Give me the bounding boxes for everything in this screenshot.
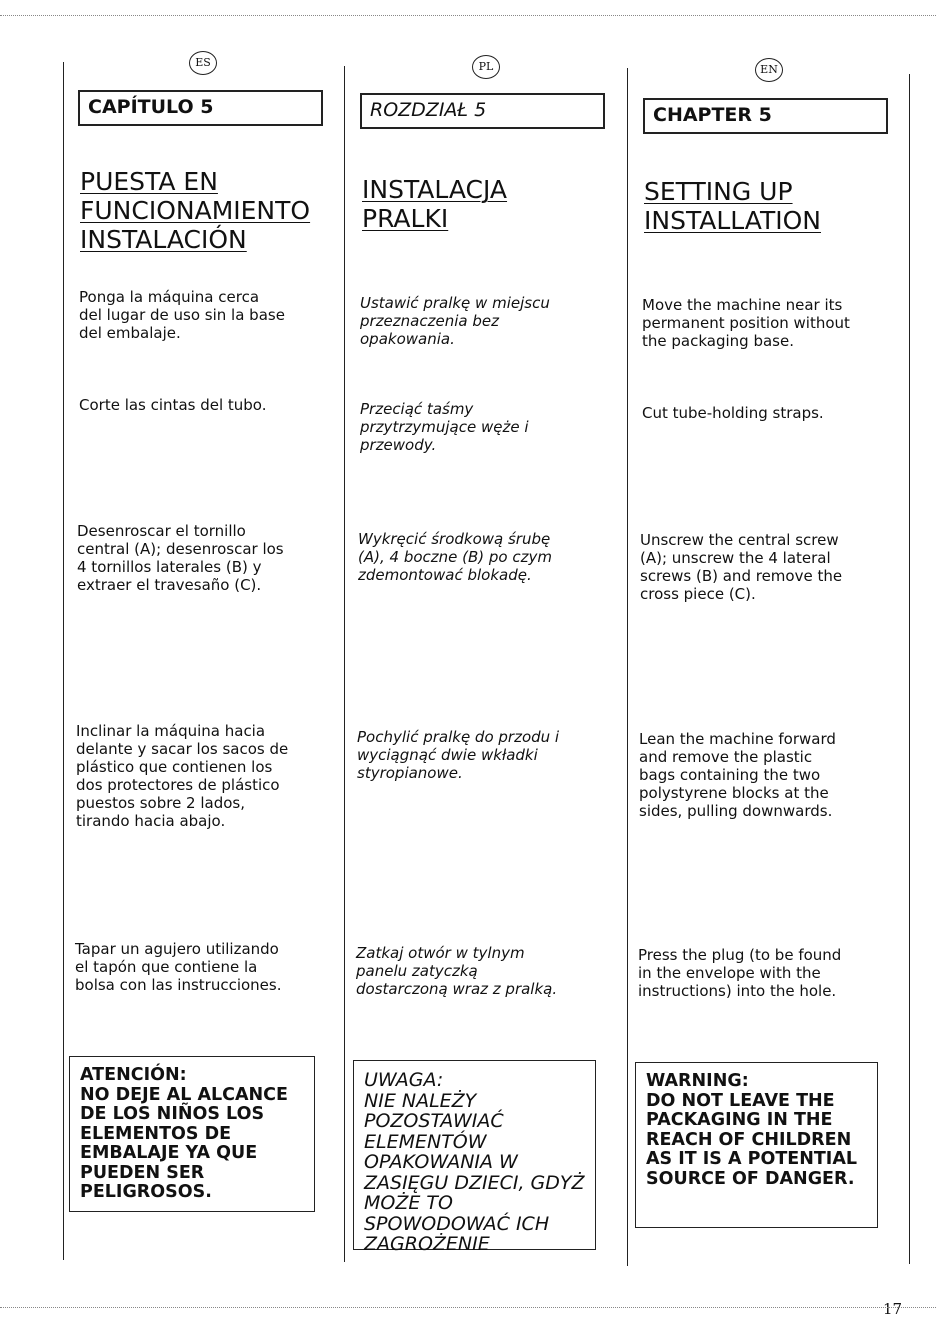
step-text-es-1: Ponga la máquina cerca del lugar de uso sin la base del embalaje. [79, 288, 285, 342]
step-text-es-5: Tapar un agujero utilizando el tapón que contiene la bolsa con las instrucciones. [75, 940, 282, 994]
step-text-es-2: Corte las cintas del tubo. [79, 396, 267, 414]
step-text-pl-2: Przeciąć taśmy przytrzymujące węże i przewody. [360, 400, 529, 454]
column-divider-outer [909, 74, 910, 1264]
step-text-en-2: Cut tube-holding straps. [642, 404, 824, 422]
section-title-en: SETTING UP INSTALLATION [644, 177, 821, 235]
step-text-pl-1: Ustawić pralkę w miejscu przeznaczenia bez opakowania. [360, 294, 550, 348]
page-number: 17 [883, 1300, 903, 1318]
chapter-heading-pl: ROZDZIAŁ 5 [360, 93, 605, 129]
chapter-heading-es: CAPÍTULO 5 [78, 90, 323, 126]
step-text-es-3: Desenroscar el tornillo central (A); desenroscar los 4 tornillos laterales (B) y extraer el travesaño (C). [77, 522, 284, 594]
lang-badge-es: ES [189, 51, 217, 75]
warning-box-en: WARNING: DO NOT LEAVE THE PACKAGING IN THE REACH OF CHILDREN AS IT IS A POTENTIAL SOURCE OF DANGER. [635, 1062, 878, 1228]
lang-badge-pl: PL [472, 55, 500, 79]
lang-badge-en: EN [755, 58, 783, 82]
chapter-heading-en: CHAPTER 5 [643, 98, 888, 134]
bottom-dotted-rule [0, 1307, 936, 1308]
step-text-es-4: Inclinar la máquina hacia delante y sacar los sacos de plástico que contienen los dos protectores de plástico puestos sobre 2 lados, tirando hacia abajo. [76, 722, 289, 830]
step-text-en-5: Press the plug (to be found in the envelope with the instructions) into the hole. [638, 946, 842, 1000]
step-text-pl-3: Wykręcić środkową śrubę (A), 4 boczne (B) po czym zdemontować blokadę. [358, 530, 552, 584]
step-text-pl-5: Zatkaj otwór w tylnym panelu zatyczką dostarczoną wraz z pralką. [356, 944, 558, 998]
section-title-pl: INSTALACJA PRALKI [362, 175, 508, 233]
column-divider-middle [344, 66, 345, 1262]
step-text-en-3: Unscrew the central screw (A); unscrew the 4 lateral screws (B) and remove the cross piece (C). [640, 531, 843, 603]
step-text-en-1: Move the machine near its permanent position without the packaging base. [642, 296, 850, 350]
warning-box-pl: UWAGA: NIE NALEŻY POZOSTAWIAĆ ELEMENTÓW OPAKOWANIA W ZASIĘGU DZIECI, GDYŻ MOŻE TO SPOWODOWAĆ ICH ZAGROŻENIE [353, 1060, 596, 1250]
column-divider-left [63, 62, 64, 1260]
top-dotted-rule [0, 15, 936, 16]
step-text-pl-4: Pochylić pralkę do przodu i wyciągnąć dwie wkładki styropianowe. [357, 728, 560, 782]
section-title-es: PUESTA EN FUNCIONAMIENTO INSTALACIÓN [80, 167, 311, 254]
warning-box-es: ATENCIÓN: NO DEJE AL ALCANCE DE LOS NIÑOS LOS ELEMENTOS DE EMBALAJE YA QUE PUEDEN SER PELIGROSOS. [69, 1056, 315, 1212]
column-divider-right [627, 68, 628, 1266]
step-text-en-4: Lean the machine forward and remove the plastic bags containing the two polystyrene blocks at the sides, pulling downwards. [639, 730, 836, 820]
